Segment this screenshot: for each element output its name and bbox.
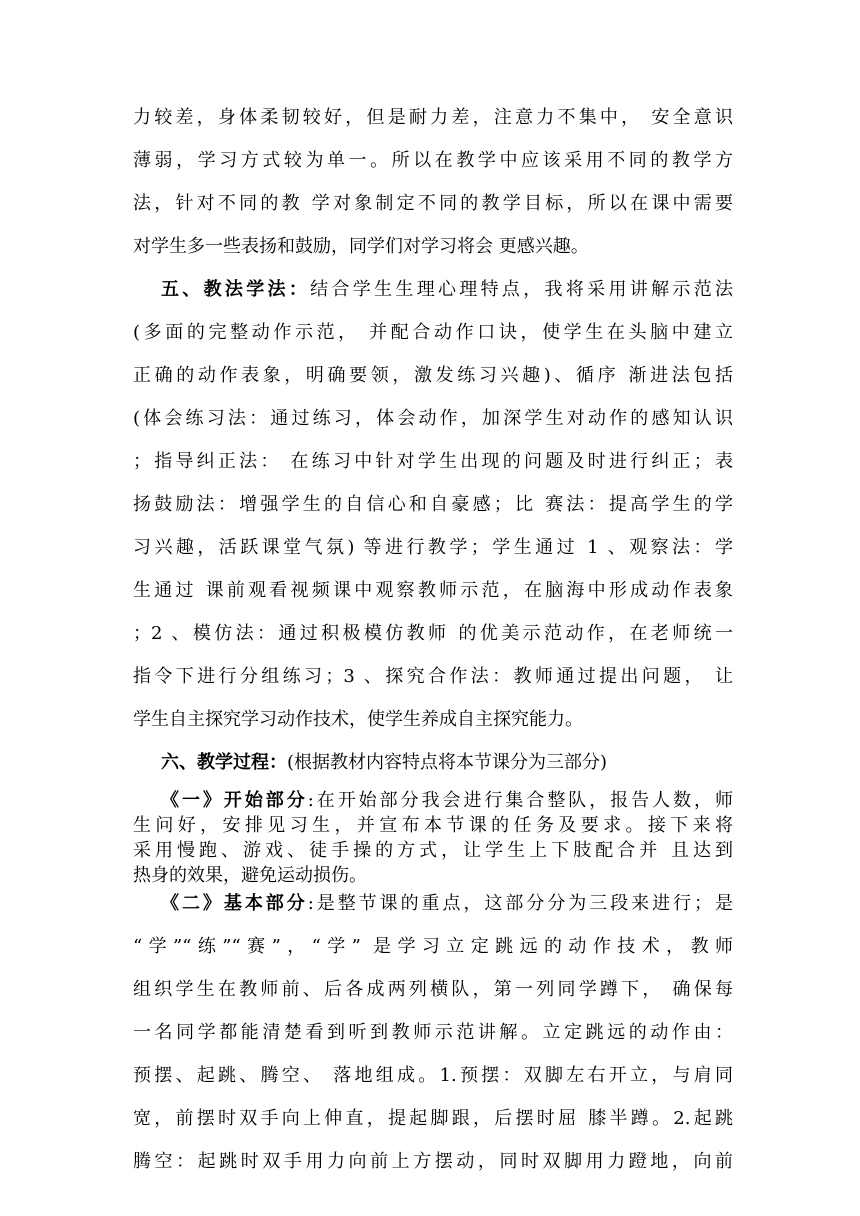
part2-line: 组织学生在教师前、后各成两列横队，第一列同学蹲下， 确保每 <box>133 979 733 1000</box>
section5-line: ；指导纠正法： 在练习中针对学生出现的问题及时进行纠正；表 <box>133 451 733 472</box>
section5-line: ；2 、模仿法：通过积极模仿教师 的优美示范动作，在老师统一 <box>133 623 733 644</box>
part1-first-line <box>161 786 733 812</box>
part2-heading: 《二》基本部分 <box>161 893 308 914</box>
part1-heading: 《一》开始部分 <box>161 790 308 811</box>
intro-line-2: 薄弱，学习方式较为单一。所以在教学中应该采用不同的教学方 <box>133 150 733 171</box>
part1-first-line-text: :在开始部分我会进行集合整队，报告人数，师 <box>307 790 734 811</box>
section5-line: 扬鼓励法：增强学生的自信心和自豪感；比 赛法：提高学生的学 <box>133 494 733 515</box>
section5-line: (多面的完整动作示范， 并配合动作口诀，使学生在头脑中建立 <box>133 322 733 343</box>
intro-line-1: 力较差，身体柔韧较好，但是耐力差，注意力不集中， 安全意识 <box>133 107 733 128</box>
section6-heading-line <box>161 748 733 774</box>
part2-line: 一名同学都能清楚看到听到教师示范讲解。立定跳远的动作由： <box>133 1022 733 1043</box>
section5-first-line-text: 结合学生生理心理特点，我将采用讲解示范法 <box>310 279 734 300</box>
part1-line: 采用慢跑、游戏、徒手操的方式，让学生上下肢配合并 且达到 <box>133 840 733 861</box>
section5-first-line <box>161 275 733 301</box>
section5-line: 生通过 课前观看视频课中观察教师示范，在脑海中形成动作表象 <box>133 580 733 601</box>
part2-first-line-text: :是整节课的重点，这部分分为三段来进行；是 <box>307 893 734 914</box>
section6-heading-text: (根据教材内容特点将本节课分为三部分) <box>287 752 608 773</box>
part2-line: 宽，前摆时双手向上伸直，提起脚跟，后摆时屈 膝半蹲。2.起跳 <box>133 1108 733 1129</box>
intro-line-3: 法，针对不同的教 学对象制定不同的教学目标，所以在课中需要 <box>133 193 733 214</box>
section5-line: (体会练习法：通过练习，体会动作，加深学生对动作的感知认识 <box>133 408 733 429</box>
part1-line: 热身的效果，避免运动损伤。 <box>133 865 367 886</box>
intro-line-4: 对学生多一些表扬和鼓励，同学们对学习将会 更感兴趣。 <box>133 236 589 257</box>
part2-first-line <box>161 889 733 915</box>
section5-line: 指令下进行分组练习；3 、探究合作法：教师通过提出问题， 让 <box>133 666 733 687</box>
section5-line: 正确的动作表象，明确要领，激发练习兴趣)、循序 渐进法包括 <box>133 365 733 386</box>
part2-line: “学”“练”“赛”，“学” 是学习立定跳远的动作技术，教师 <box>133 936 733 957</box>
section5-line: 学生自主探究学习动作技术，使学生养成自主探究能力。 <box>133 709 583 730</box>
part1-line: 生问好，安排见习生，并宣布本节课的任务及要求。接下来将 <box>133 815 733 836</box>
part2-line: 预摆、起跳、腾空、 落地组成。1.预摆：双脚左右开立，与肩同 <box>133 1065 733 1086</box>
section5-heading: 五、教法学法： <box>161 279 311 300</box>
part2-line: 腾空：起跳时双手用力向前上方摆动，同时双脚用力蹬地，向前 <box>133 1151 733 1172</box>
section5-line: 习兴趣，活跃课堂气氛) 等进行教学；学生通过 1 、观察法：学 <box>133 537 733 558</box>
section6-heading: 六、教学过程： <box>161 752 287 773</box>
